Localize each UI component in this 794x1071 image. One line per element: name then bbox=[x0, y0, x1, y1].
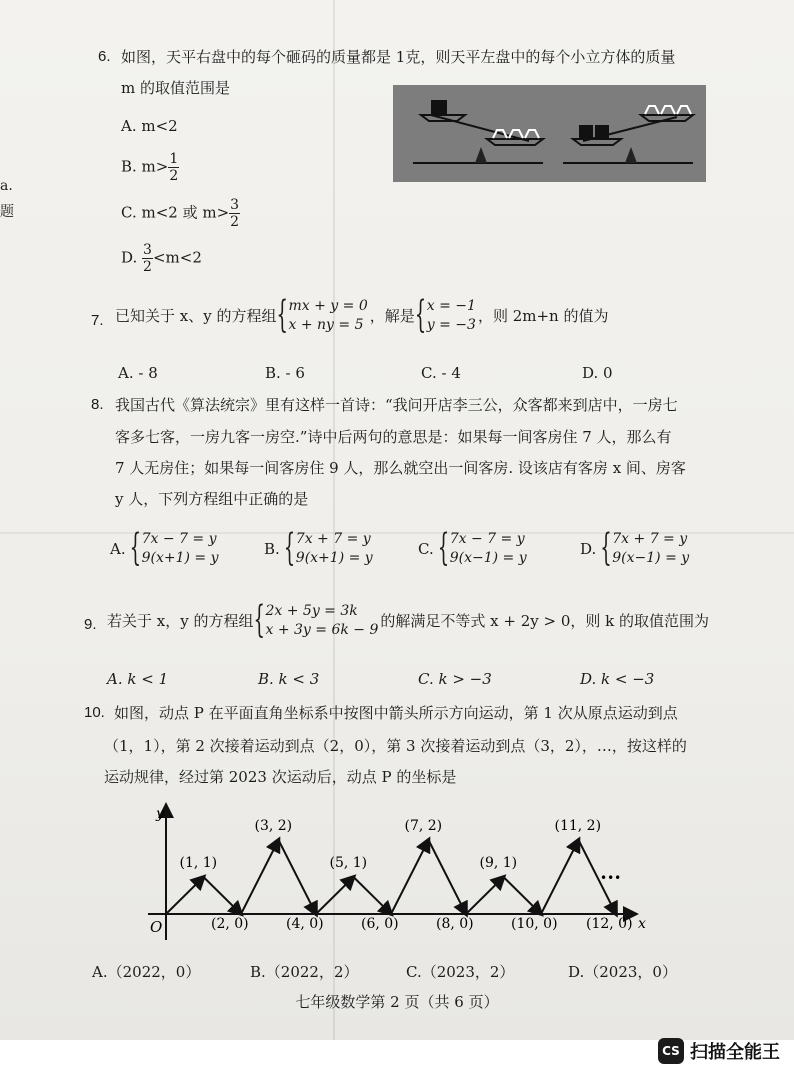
q10-number: 10. bbox=[84, 704, 105, 721]
peak-point-label: (5, 1) bbox=[329, 855, 368, 871]
q8-option-a[interactable] bbox=[110, 530, 219, 568]
margin-note-1: а. bbox=[0, 178, 13, 194]
fraction-denominator: 2 bbox=[230, 214, 240, 230]
origin-label: O bbox=[150, 918, 163, 936]
ellipsis: ••• bbox=[600, 871, 622, 885]
q8-option-c[interactable] bbox=[418, 530, 527, 568]
q10-stem-line1: 如图，动点 P 在平面直角坐标系中按图中箭头所示方向运动，第 1 次从原点运动到点 bbox=[114, 704, 678, 722]
q8-option-a-system bbox=[132, 530, 219, 568]
equation: { 7x + 7 = y bbox=[295, 531, 371, 547]
fraction-numerator: 3 bbox=[230, 197, 240, 213]
fraction-denominator: 2 bbox=[169, 168, 179, 184]
peak-point-label: (9, 1) bbox=[479, 855, 518, 871]
fraction-numerator: 1 bbox=[169, 151, 179, 167]
q9-number: 9. bbox=[84, 616, 97, 633]
q9-option-b[interactable]: B. k < 3 bbox=[258, 670, 320, 688]
camscanner-logo-icon: CS bbox=[658, 1038, 684, 1064]
q6-option-b-label: B. m> bbox=[121, 157, 169, 176]
equation: 9(x+1) = y bbox=[295, 550, 373, 566]
fraction-numerator: 3 bbox=[143, 242, 152, 258]
q7-eq1: { mx + y = 0 bbox=[288, 298, 368, 314]
q6-option-c[interactable] bbox=[121, 197, 240, 230]
q7-stem-mid: ，解是 bbox=[369, 307, 415, 325]
x-axis-label: x bbox=[638, 916, 646, 932]
equation: { 7x − 7 = y bbox=[141, 531, 217, 547]
axis-point-label: (2, 0) bbox=[211, 916, 249, 932]
axis-point-label: (10, 0) bbox=[511, 916, 558, 932]
y-axis-label: y bbox=[156, 806, 164, 822]
q7-option-c[interactable]: C. - 4 bbox=[421, 364, 461, 382]
scanner-app-name: 扫描全能王 bbox=[690, 1042, 780, 1063]
peak-point-label: (1, 1) bbox=[179, 855, 218, 871]
q10-option-c[interactable]: C.（2023，2） bbox=[406, 963, 515, 981]
equation: 9(x−1) = y bbox=[612, 550, 690, 566]
q6-option-d-label: D. bbox=[121, 248, 138, 267]
axis-point-label: (8, 0) bbox=[436, 916, 474, 932]
q7-option-d[interactable]: D. 0 bbox=[582, 364, 613, 382]
scanner-watermark bbox=[658, 1038, 780, 1064]
path-segment bbox=[204, 877, 242, 914]
q9-eq1: { 2x + 5y = 3k bbox=[265, 603, 358, 619]
q7-option-b[interactable]: B. - 6 bbox=[265, 364, 305, 382]
margin-note-2: 题 bbox=[0, 204, 14, 220]
axis-point-label: (4, 0) bbox=[286, 916, 324, 932]
q6-number: 6. bbox=[98, 48, 111, 65]
q6-option-c-label: C. m<2 或 m> bbox=[121, 203, 230, 222]
q8-option-d-label: D. bbox=[580, 540, 597, 558]
q7-solution bbox=[417, 297, 476, 335]
q10-stem-line2: （1，1），第 2 次接着运动到点（2，0），第 3 次接着运动到点（3，2），…，按这样的 bbox=[104, 737, 687, 755]
q8-stem-line3: 7 人无房住；如果每一间客房住 9 人，那么就空出一间客房. 设该店有客房 x 间、房客 bbox=[115, 459, 686, 477]
q8-option-b-system bbox=[286, 530, 373, 568]
q8-stem-line4: y 人，下列方程组中正确的是 bbox=[115, 490, 309, 508]
q7-stem-post: ，则 2m+n 的值为 bbox=[477, 307, 609, 325]
q9-stem bbox=[107, 602, 709, 640]
q9-stem-post: 的解满足不等式 x + 2y > 0，则 k 的取值范围为 bbox=[380, 612, 710, 630]
q7-number: 7. bbox=[91, 312, 104, 329]
equation: { 7x + 7 = y bbox=[612, 531, 688, 547]
q8-option-d-system bbox=[602, 530, 689, 568]
axis-point-label: (12, 0) bbox=[586, 916, 633, 932]
path-segment bbox=[166, 877, 204, 914]
q8-option-c-label: C. bbox=[418, 540, 434, 558]
q7-system bbox=[278, 297, 367, 335]
path-segment bbox=[241, 840, 279, 914]
q8-option-c-system bbox=[440, 530, 527, 568]
q10-stem-line3: 运动规律，经过第 2023 次运动后，动点 P 的坐标是 bbox=[104, 768, 457, 786]
peak-point-label: (11, 2) bbox=[554, 818, 602, 834]
q7-sol1: { x = −1 bbox=[426, 298, 476, 314]
q7-option-a[interactable]: A. - 8 bbox=[118, 364, 158, 382]
q6-stem-line2: m 的取值范围是 bbox=[121, 79, 230, 97]
q8-stem-line1: 我国古代《算法统宗》里有这样一首诗：“我问开店李三公，众客都来到店中，一房七 bbox=[115, 396, 678, 414]
q6-option-d[interactable] bbox=[121, 242, 202, 275]
balance-scale-figure bbox=[393, 85, 706, 182]
q9-option-d[interactable]: D. k < −3 bbox=[580, 670, 655, 688]
q6-option-a[interactable]: A. m<2 bbox=[121, 117, 178, 135]
q7-sol2: y = −3 bbox=[426, 317, 476, 333]
q9-option-c[interactable]: C. k > −3 bbox=[418, 670, 492, 688]
q6-stem-line1: 如图，天平右盘中的每个砸码的质量都是 1克，则天平左盘中的每个小立方体的质量 bbox=[121, 48, 676, 66]
q10-option-d[interactable]: D.（2023，0） bbox=[568, 963, 677, 981]
peak-point-label: (7, 2) bbox=[404, 818, 443, 834]
q8-option-b-label: B. bbox=[264, 540, 280, 558]
zigzag-path-group bbox=[166, 840, 616, 914]
path-segment bbox=[354, 877, 392, 914]
q9-eq2: x + 3y = 6k − 9 bbox=[265, 622, 379, 638]
q8-option-d[interactable] bbox=[580, 530, 689, 568]
q8-option-b[interactable] bbox=[264, 530, 373, 568]
path-segment bbox=[316, 877, 354, 914]
path-segment bbox=[504, 877, 542, 914]
axis-point-label: (6, 0) bbox=[361, 916, 399, 932]
q6-option-b-fraction bbox=[168, 151, 179, 184]
path-segment bbox=[279, 840, 317, 914]
path-segment bbox=[541, 840, 579, 914]
equation: { 7x − 7 = y bbox=[449, 531, 525, 547]
equation: 9(x+1) = y bbox=[141, 550, 219, 566]
path-segment bbox=[429, 840, 467, 914]
q8-stem-line2: 客多七客，一房九客一房空.”诗中后两句的意思是：如果每一间客房住 7 人，那么有 bbox=[115, 428, 672, 446]
q6-option-d-fraction bbox=[142, 242, 153, 275]
q6-option-b[interactable] bbox=[121, 151, 179, 184]
q6-option-c-fraction bbox=[229, 197, 240, 230]
q8-number: 8. bbox=[91, 396, 104, 413]
path-segment bbox=[391, 840, 429, 914]
path-segment bbox=[466, 877, 504, 914]
q9-option-a[interactable]: A. k < 1 bbox=[107, 670, 169, 688]
page-footer: 七年级数学第 2 页（共 6 页） bbox=[295, 993, 499, 1011]
q7-stem-pre: 已知关于 x、y 的方程组 bbox=[115, 307, 277, 325]
fraction-denominator: 2 bbox=[143, 259, 152, 275]
q10-option-b[interactable]: B.（2022，2） bbox=[250, 963, 359, 981]
balance-scale-drawing bbox=[393, 85, 706, 182]
q9-stem-pre: 若关于 x，y 的方程组 bbox=[107, 612, 254, 630]
q6-option-d-tail: <m<2 bbox=[152, 248, 202, 267]
q9-system bbox=[255, 602, 378, 640]
q7-eq2: x + ny = 5 bbox=[288, 317, 364, 333]
q8-option-a-label: A. bbox=[110, 540, 126, 558]
q7-stem bbox=[115, 297, 608, 335]
q10-zigzag-graph bbox=[130, 800, 660, 950]
equation: 9(x−1) = y bbox=[449, 550, 527, 566]
q10-option-a[interactable]: A.（2022，0） bbox=[92, 963, 201, 981]
peak-point-label: (3, 2) bbox=[254, 818, 293, 834]
